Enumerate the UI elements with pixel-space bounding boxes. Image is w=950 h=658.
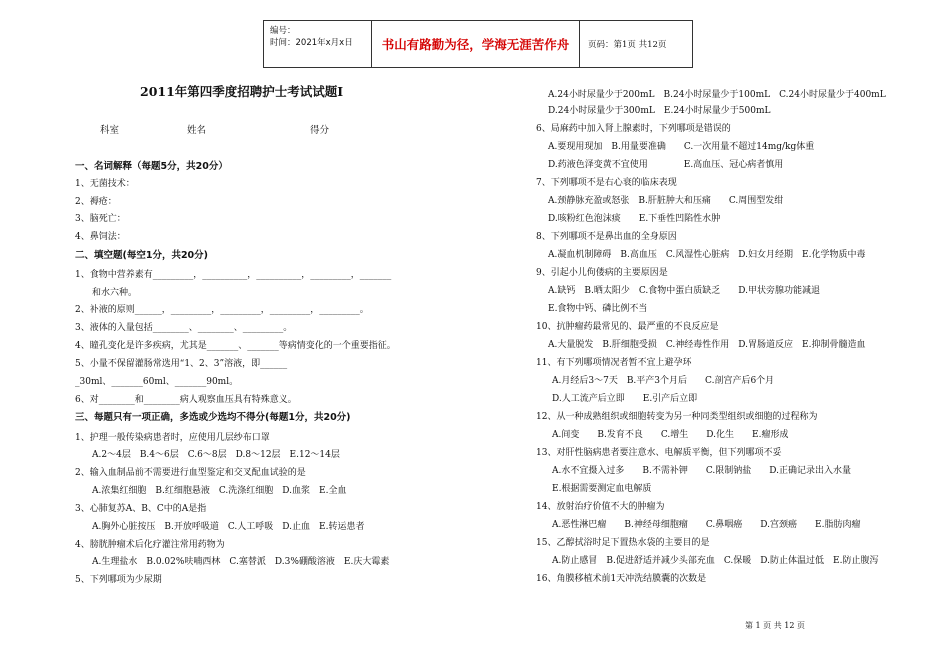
right-line: 14、放射治疗价值不大的肿瘤为: [536, 502, 665, 512]
right-line: A.凝血机制障碍 B.高血压 C.风湿性心脏病 D.妇女月经期 E.化学物质中毒: [548, 250, 866, 260]
footer-page-number: 第 1 页 共 12 页: [745, 621, 805, 630]
left-line: 1、护理一般传染病患者时，应使用几层纱布口罩: [75, 433, 270, 443]
header-info-cell: [264, 21, 372, 67]
right-line: A.缺钙 B.晒太阳少 C.食物中蛋白质缺乏 D.甲状旁腺功能减退: [548, 286, 821, 296]
right-line: E.食物中钙、磷比例不当: [548, 304, 648, 314]
left-line: 4、瞳孔变化是许多疾病，尤其是_______、_______等病情变化的一个重要指征。: [75, 341, 396, 351]
field-defen: 得分: [310, 125, 330, 136]
right-line: 9、引起小儿佝偻病的主要原因是: [536, 268, 668, 278]
right-line: D.24小时尿量少于300mL E.24小时尿量少于500mL: [548, 106, 771, 116]
left-line: 3、脑死亡：: [75, 214, 126, 224]
field-keshi: 科室: [100, 125, 120, 136]
left-line: 1、食物中营养素有_________，__________，__________，_________，_______: [75, 270, 392, 280]
left-line: 5、小量不保留灌肠常选用“1、2、3”溶液，即______: [75, 359, 288, 369]
left-line: 4、膀胱肿瘤术后化疗灌注常用药物为: [75, 540, 225, 550]
left-line: A.胸外心脏按压 B.开放呼吸道 C.人工呼吸 D.止血 E.转运患者: [92, 522, 365, 532]
right-line: A.大量脱发 B.肝细胞受损 C.神经毒性作用 D.胃肠道反应 E.抑制骨髓造血: [548, 340, 866, 350]
left-line: 2、褥疮：: [75, 197, 117, 207]
left-line: 1、无菌技术：: [75, 179, 135, 189]
left-line: 2、补液的原则______，_________，_________，_________，_________。: [75, 305, 369, 315]
field-xingming: 姓名: [187, 125, 207, 136]
left-line: 和水六种。: [92, 288, 138, 298]
right-line: A.间变 B.发育不良 C.增生 D.化生 E.瘤形成: [552, 430, 789, 440]
left-line: A.浓集红细胞 B.红细胞悬液 C.洗涤红细胞 D.血浆 E.全血: [92, 486, 347, 496]
right-line: A.恶性淋巴瘤 B.神经母细胞瘤 C.鼻咽癌 D.宫颈癌 E.脂肪肉瘤: [552, 520, 861, 530]
left-line: 5、下列哪项为少尿期: [75, 575, 162, 585]
right-line: D.咳粉红色泡沫痰 E.下垂性凹陷性水肿: [548, 214, 721, 224]
right-line: 6、局麻药中加入肾上腺素时，下列哪项是错误的: [536, 124, 731, 134]
header-box: [263, 20, 693, 68]
right-line: A.要现用现加 B.用量要准确 C.一次用量不超过14mg/kg体重: [548, 142, 815, 152]
section-heading-3: 三、每题只有一项正确，多选或少选均不得分(每题1分，共20分): [75, 412, 351, 423]
section-heading-1: 一、名词解释（每题5分，共20分）: [75, 161, 228, 172]
right-line: 7、下列哪项不是右心衰的临床表现: [536, 178, 677, 188]
left-line: 3、心肺复苏A、B、C中的A是指: [75, 504, 207, 514]
left-line: A.2～4层 B.4～6层 C.6～8层 D.8～12层 E.12～14层: [92, 450, 340, 460]
right-line: A.防止感冒 B.促进舒适并减少头部充血 C.保暖 D.防止体温过低 E.防止腹泻: [552, 556, 879, 566]
right-line: 8、下列哪项不是鼻出血的全身原因: [536, 232, 677, 242]
right-line: D.人工流产后立即 E.引产后立即: [552, 394, 698, 404]
right-line: 12、从一种成熟组织或细胞转变为另一种同类型组织或细胞的过程称为: [536, 412, 818, 422]
right-line: 13、对肝性脑病患者要注意水、电解质平衡，但下列哪项不妥: [536, 448, 782, 458]
left-line: 4、鼻饲法：: [75, 232, 126, 242]
header-page: 页码：第1页 共12页: [588, 40, 667, 50]
header-shijian: 时间：2021年x月x日: [270, 38, 353, 48]
header-bianhao: 编号：: [270, 26, 296, 36]
section-heading-2: 二、填空题(每空1分，共20分): [75, 250, 209, 261]
right-line: 10、抗肿瘤药最常见的、最严重的不良反应是: [536, 322, 719, 332]
left-line: 6、对________和________病人观察血压具有特殊意义。: [75, 395, 297, 405]
left-line: _30ml、_______60ml、_______90ml。: [75, 377, 239, 387]
right-line: 16、角膜移植术前1天冲洗结膜囊的次数是: [536, 574, 707, 584]
right-line: A.24小时尿量少于200mL B.24小时尿量少于100mL C.24小时尿量少于400mL: [548, 90, 886, 100]
exam-title: 2011年第四季度招聘护士考试试题Ⅰ: [140, 84, 344, 99]
left-line: 3、液体的入量包括________、________、_________。: [75, 323, 293, 333]
left-line: 2、输入血制品前不需要进行血型鉴定和交叉配血试验的是: [75, 468, 306, 478]
header-motto: 书山有路勤为径，学海无涯苦作舟: [372, 21, 580, 67]
right-line: D.药液色泽变黄不宜使用 E.高血压、冠心病者慎用: [548, 160, 784, 170]
left-line: A.生理盐水 B.0.02%呋喃西林 C.塞替派 D.3%硼酸溶液 E.庆大霉素: [92, 557, 390, 567]
right-line: A.月经后3～7天 B.平产3个月后 C.剖宫产后6个月: [552, 376, 775, 386]
right-line: 11、有下列哪项情况者暂不宜上避孕环: [536, 358, 692, 368]
right-line: A.水不宜摄入过多 B.不需补钾 C.限制钠盐 D.正确记录出入水量: [552, 466, 852, 476]
right-line: A.颈静脉充盈或怒张 B.肝脏肿大和压痛 C.周围型发绀: [548, 196, 784, 206]
right-line: E.根据需要测定血电解质: [552, 484, 652, 494]
right-line: 15、乙醇拭浴时足下置热水袋的主要目的是: [536, 538, 710, 548]
